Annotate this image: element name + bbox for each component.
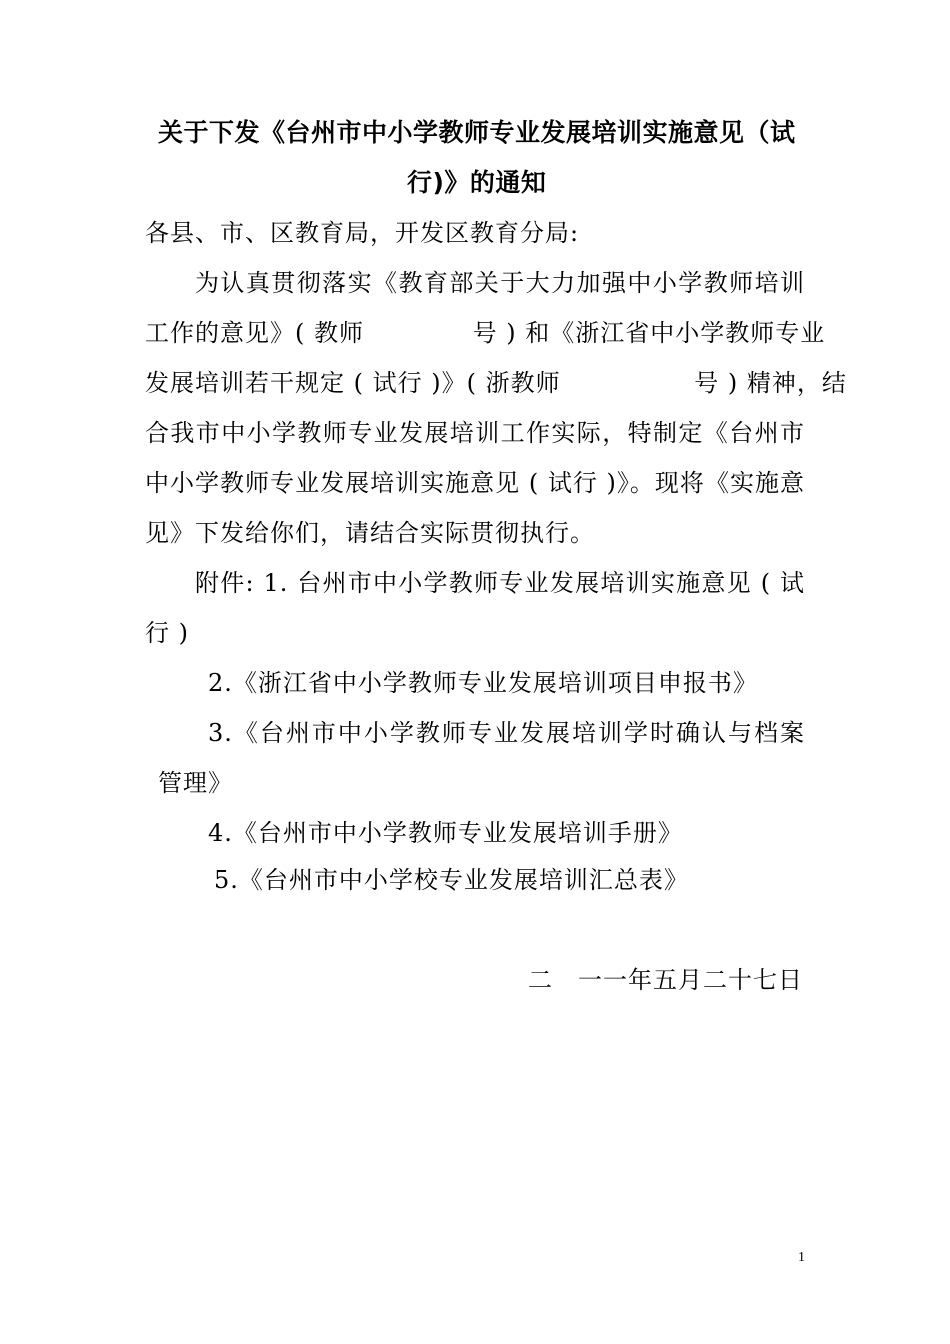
body-line-1: 为认真贯彻落实《教育部关于大力加强中小学教师培训 (195, 269, 805, 297)
page-number: 1 (798, 1250, 805, 1265)
attachment-item-4: 4.《台州市中小学教师专业发展培训手册》 (208, 819, 683, 847)
attachment-line-1: 附件: 1. 台州市中小学教师专业发展培训实施意见 ( 试 (195, 569, 805, 597)
attachment-item-3: 3.《台州市中小学教师专业发展培训学时确认与档案 (208, 719, 805, 747)
attachment-item-5: 5.《台州市中小学校专业发展培训汇总表》 (214, 866, 689, 894)
attachment-line-2: 行 ) (145, 619, 189, 647)
attachment-item-2: 2.《浙江省中小学教师专业发展培训项目申报书》 (208, 669, 758, 697)
salutation: 各县、市、区教育局，开发区教育分局: (145, 219, 580, 247)
body-line-2: 工作的意见》( 教师 号 ) 和《浙江省中小学教师专业 (145, 319, 826, 347)
body-line-4: 合我市中小学教师专业发展培训工作实际，特制定《台州市 (145, 419, 805, 447)
body-line-3: 发展培训若干规定 ( 试行 )》( 浙教师 号 ) 精神，结 (145, 369, 847, 397)
document-title-line-1: 关于下发《台州市中小学教师专业发展培训实施意见（试 (158, 118, 796, 147)
body-line-5: 中小学教师专业发展培训实施意见 ( 试行 )》。现将《实施意 (145, 469, 805, 497)
attachment-item-3-continued: 管理》 (158, 769, 233, 797)
document-date: 二 一一年五月二十七日 (528, 966, 803, 994)
body-line-6: 见》下发给你们，请结合实际贯彻执行。 (145, 519, 595, 547)
document-title-line-2: 行)》的通知 (407, 168, 547, 197)
